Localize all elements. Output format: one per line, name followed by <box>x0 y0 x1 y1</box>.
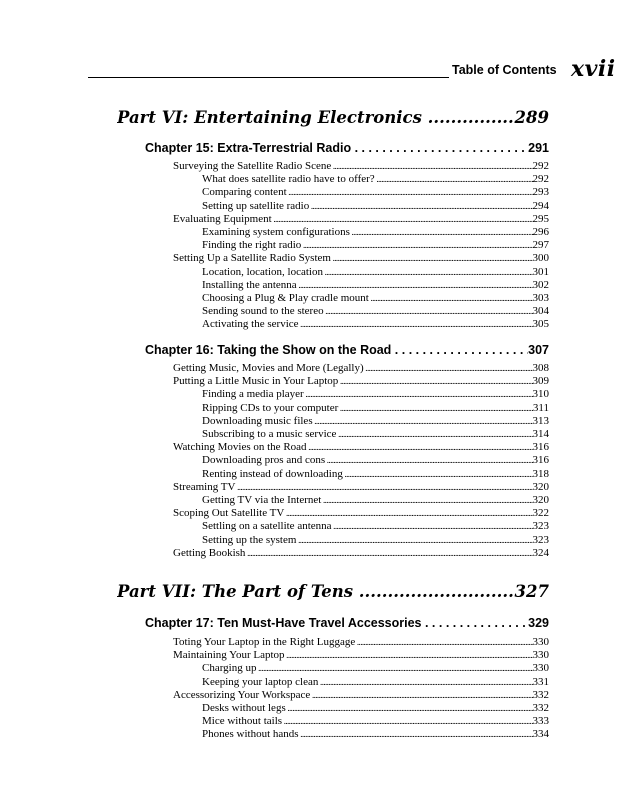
entry-page-number: 331 <box>532 675 549 688</box>
chapter-title: Chapter 17: Ten Must-Have Travel Accessories <box>145 616 422 630</box>
entry-page-number: 297 <box>532 239 549 252</box>
toc-section-entry[interactable] <box>173 213 549 227</box>
toc-section-entry[interactable] <box>173 481 549 495</box>
entry-title: Putting a Little Music in Your Laptop <box>173 375 339 388</box>
entry-title: Keeping your laptop clean <box>202 675 319 688</box>
entry-page-number: 305 <box>532 318 549 331</box>
entry-page-number: 330 <box>532 636 549 648</box>
toc-subsection-entry[interactable] <box>202 305 549 319</box>
toc-section-entry[interactable] <box>173 252 549 266</box>
entry-page-number: 304 <box>532 305 549 318</box>
entry-page-number: 303 <box>532 292 549 304</box>
entry-page-number: 333 <box>532 715 549 728</box>
toc-section-entry[interactable] <box>173 375 549 389</box>
entry-title: Finding a media player <box>202 388 304 401</box>
entry-page-number: 322 <box>532 507 549 520</box>
toc-subsection-entry[interactable] <box>202 728 549 742</box>
part-title: Part VI: Entertaining Electronics <box>117 108 422 127</box>
entry-title: Downloading music files <box>202 414 313 427</box>
entry-page-number: 323 <box>532 520 549 533</box>
toc-section-entry[interactable] <box>173 547 549 561</box>
entry-title: Comparing content <box>202 186 287 199</box>
toc-section-entry[interactable] <box>173 636 549 650</box>
entry-title: Location, location, location <box>202 265 323 278</box>
part-title: Part VII: The Part of Tens <box>117 582 354 601</box>
toc-chapter-entry[interactable] <box>145 616 549 634</box>
entry-title: Getting Music, Movies and More (Legally) <box>173 362 364 374</box>
chapter-title: Chapter 15: Extra-Terrestrial Radio <box>145 141 352 155</box>
part-page-number: 327 <box>514 582 549 601</box>
entry-title: Streaming TV <box>173 480 236 493</box>
entry-page-number: 318 <box>532 467 549 480</box>
entry-title: Watching Movies on the Road <box>173 441 307 454</box>
entry-title: Finding the right radio <box>202 239 302 252</box>
entry-page-number: 332 <box>532 688 549 701</box>
entry-title: Activating the service <box>202 318 299 331</box>
header-rule <box>88 77 449 78</box>
entry-title: Accessorizing Your Workspace <box>173 688 311 701</box>
entry-page-number: 300 <box>532 252 549 265</box>
chapter-page-number: 307 <box>528 343 549 357</box>
entry-title: Getting TV via the Internet <box>202 494 322 506</box>
toc-subsection-entry[interactable] <box>202 186 549 200</box>
toc-part-entry[interactable] <box>117 108 549 132</box>
toc-section-entry[interactable] <box>173 160 549 174</box>
entry-page-number: 308 <box>532 362 549 374</box>
entry-page-number: 323 <box>532 533 549 546</box>
toc-subsection-entry[interactable] <box>202 388 549 402</box>
toc-chapter-entry[interactable] <box>145 343 549 361</box>
toc-subsection-entry[interactable] <box>202 200 549 214</box>
toc-part-entry[interactable] <box>117 582 549 606</box>
entry-page-number: 293 <box>532 186 549 199</box>
entry-page-number: 295 <box>532 212 549 225</box>
entry-page-number: 310 <box>532 388 549 401</box>
entry-page-number: 302 <box>532 278 549 291</box>
entry-page-number: 309 <box>532 375 549 388</box>
toc-subsection-entry[interactable] <box>202 239 549 253</box>
entry-page-number: 332 <box>532 702 549 714</box>
toc-subsection-entry[interactable] <box>202 266 549 280</box>
entry-title: Getting Bookish <box>173 546 246 559</box>
toc-subsection-entry[interactable] <box>202 428 549 442</box>
toc-subsection-entry[interactable] <box>202 279 549 293</box>
entry-title: Mice without tails <box>202 715 283 728</box>
toc-subsection-entry[interactable] <box>202 662 549 676</box>
entry-page-number: 313 <box>532 414 549 427</box>
entry-title: Toting Your Laptop in the Right Luggage <box>173 636 356 648</box>
entry-page-number: 320 <box>532 480 549 493</box>
entry-page-number: 311 <box>532 401 549 414</box>
entry-title: Ripping CDs to your computer <box>202 401 339 414</box>
toc-subsection-entry[interactable] <box>202 318 549 332</box>
toc-subsection-entry[interactable] <box>202 468 549 482</box>
toc-section-entry[interactable] <box>173 441 549 455</box>
entry-title: Subscribing to a music service <box>202 428 337 440</box>
entry-title: Sending sound to the stereo <box>202 305 324 318</box>
entry-page-number: 334 <box>532 728 549 741</box>
toc-subsection-entry[interactable] <box>202 173 549 187</box>
toc-subsection-entry[interactable] <box>202 520 549 534</box>
entry-title: Charging up <box>202 662 257 675</box>
entry-title: Maintaining Your Laptop <box>173 649 285 662</box>
entry-title: Renting instead of downloading <box>202 467 343 480</box>
entry-page-number: 324 <box>532 546 549 559</box>
toc-subsection-entry[interactable] <box>202 292 549 306</box>
entry-title: Settling on a satellite antenna <box>202 520 332 533</box>
toc-subsection-entry[interactable] <box>202 715 549 729</box>
entry-page-number: 296 <box>532 226 549 238</box>
entry-title: What does satellite radio have to offer? <box>202 173 375 186</box>
toc-subsection-entry[interactable] <box>202 534 549 548</box>
entry-page-number: 316 <box>532 454 549 467</box>
toc-subsection-entry[interactable] <box>202 226 549 240</box>
toc-section-entry[interactable] <box>173 362 549 376</box>
entry-title: Phones without hands <box>202 728 299 741</box>
entry-page-number: 301 <box>532 265 549 278</box>
entry-title: Installing the antenna <box>202 278 297 291</box>
toc-section-entry[interactable] <box>173 507 549 521</box>
running-header-title: Table of Contents <box>452 63 557 77</box>
entry-title: Desks without legs <box>202 702 286 714</box>
toc-chapter-entry[interactable] <box>145 141 549 159</box>
toc-subsection-entry[interactable] <box>202 494 549 508</box>
entry-page-number: 294 <box>532 199 549 212</box>
entry-page-number: 316 <box>532 441 549 454</box>
toc-subsection-entry[interactable] <box>202 454 549 468</box>
chapter-page-number: 329 <box>528 616 549 630</box>
toc-section-entry[interactable] <box>173 649 549 663</box>
entry-page-number: 292 <box>532 160 549 172</box>
toc-subsection-entry[interactable] <box>202 702 549 716</box>
toc-subsection-entry[interactable] <box>202 415 549 429</box>
entry-title: Downloading pros and cons <box>202 454 326 467</box>
entry-page-number: 292 <box>532 173 549 186</box>
entry-page-number: 314 <box>532 428 549 440</box>
chapter-page-number: 291 <box>528 141 549 155</box>
entry-title: Setting up the system <box>202 533 297 546</box>
entry-page-number: 320 <box>532 494 549 506</box>
chapter-title: Chapter 16: Taking the Show on the Road <box>145 343 392 357</box>
entry-title: Scoping Out Satellite TV <box>173 507 285 520</box>
entry-page-number: 330 <box>532 649 549 662</box>
entry-title: Examining system configurations <box>202 226 350 238</box>
toc-subsection-entry[interactable] <box>202 676 549 690</box>
entry-title: Choosing a Plug & Play cradle mount <box>202 292 369 304</box>
entry-title: Setting Up a Satellite Radio System <box>173 252 331 265</box>
toc-subsection-entry[interactable] <box>202 402 549 416</box>
page-number: xvii <box>571 56 616 82</box>
entry-title: Surveying the Satellite Radio Scene <box>173 160 332 172</box>
part-page-number: 289 <box>514 108 549 127</box>
entry-title: Setting up satellite radio <box>202 199 310 212</box>
toc-section-entry[interactable] <box>173 689 549 703</box>
entry-title: Evaluating Equipment <box>173 212 272 225</box>
entry-page-number: 330 <box>532 662 549 675</box>
